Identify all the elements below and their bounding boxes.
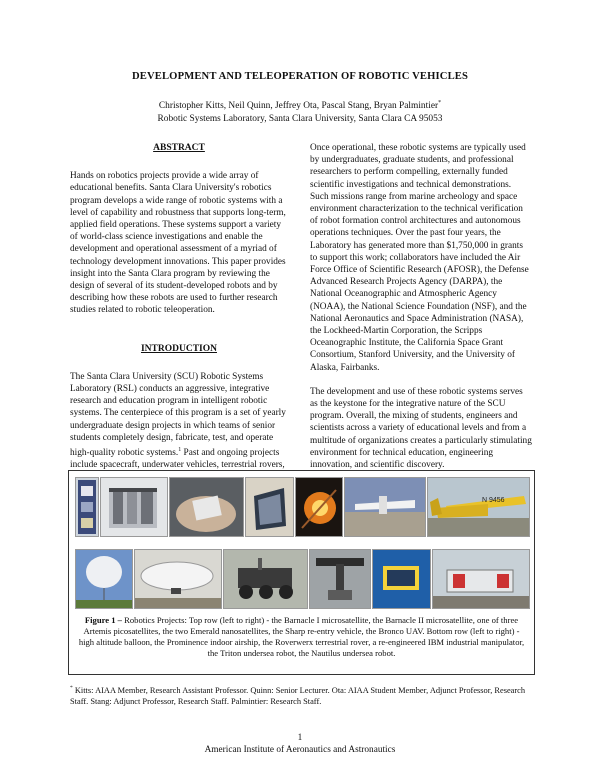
uav-photo-1 (344, 477, 426, 537)
roverwerx-photo (223, 549, 308, 609)
affiliation: Robotic Systems Laboratory, Santa Clara University, Santa Clara CA 95053 (157, 113, 443, 124)
author-footnote (70, 683, 532, 707)
author-block (0, 97, 600, 125)
footnote-text: Kitts: AIAA Member, Research Assistant Professor. Quinn: Senior Lecturer. Ota: AIAA Student Member, Adjunct Professor, Research Staff. Stang: Adjunct Professor, Research Staff. Palmintier: Research Staff. (70, 685, 526, 706)
paper-title: DEVELOPMENT AND TELEOPERATION OF ROBOTIC VEHICLES (131, 71, 469, 82)
figure-label: Figure 1 – (84, 615, 122, 625)
citation-ref: 1 (178, 447, 182, 454)
right-column (310, 142, 532, 471)
body-paragraph-1: Once operational, these robotic systems are typically used by undergraduates, graduate students, and professional researchers to perform compelling, externally funded scientific investigations and technical demonstrations. Such missions range from marine archeology and space environment characterization to the technical verification of robot formation control architectures and autonomous operations techniques. Over the past four years, the Laboratory has generated more than $1,750,000 in grants to support this work; collaborators have included the Air Force Office of Scientific Research (AFOSR), the Defense Advanced Research Projects Agency (DARPA), the National Oceanographic and Atmospheric Agency (NOAA), the National Science Foundation (NSF), and the National Aeronautics and Space Administration (NASA), the Lockheed-Martin Corporation, the Scripps Oceanographic Institute, the California Space Grant Consortium, Stanford University, and the University of Alaska, Fairbanks. (310, 143, 529, 373)
barnacle-ii-photo (100, 477, 168, 537)
barnacle-i-photo (75, 477, 99, 537)
artemis-photo (169, 477, 244, 537)
page-number: 1 (297, 733, 303, 743)
uav-photo-2 (427, 477, 530, 537)
uav-tail-marking: N 9456 (482, 497, 505, 504)
nautilus-photo (432, 549, 530, 609)
footnote-mark: * (70, 685, 73, 691)
body-paragraph-2: The development and use of these robotic systems serves as the keystone for the integrative nature of the SCU program. Overall, the mixing of students, engineers and scientists across a variety of educational levels and from a multitude of organizations creates a particularly stimulating environment for technical education, engineering innovation, and scientific discovery. (310, 386, 532, 471)
introduction-text: The Santa Clara University (SCU) Robotic Systems Laboratory (RSL) conducts an aggressive, integrative research and education program in intelligent robotic systems. The centerpiece of this program is a set of yearly undergraduate design projects in which teams of senior students completely design, fabricate, test, and operate high-quality robotic systems. (70, 371, 286, 459)
balloon-photo (75, 549, 133, 609)
author-footnote-mark: * (438, 100, 442, 106)
figure-1 (68, 470, 535, 675)
figure-caption (75, 615, 528, 659)
sharp-photo (295, 477, 343, 537)
left-column (70, 142, 288, 496)
airship-photo (134, 549, 222, 609)
abstract-heading: ABSTRACT (153, 143, 205, 153)
ibm-manipulator-photo (309, 549, 371, 609)
introduction-text-continued: Past and ongoing projects include spacecraft, underwater vehicles, terrestrial rovers, (70, 448, 285, 471)
triton-photo (372, 549, 431, 609)
footer-organization: American Institute of Aeronautics and Astronautics (204, 745, 396, 755)
author-list (0, 97, 600, 113)
emerald-photo (245, 477, 294, 537)
abstract-text: Hands on robotics projects provide a wide array of educational benefits. Santa Clara University's robotics program develops a wide range of robotic systems with a level of capability and robustness that supports long-term, applied field operations. These systems support a variety of world-class science investigations and enable the development and operational assessment of a myriad of technology development innovations. This paper provides insight into the Santa Clara program by reviewing the design of several of its student-developed robots and by describing how these robots are used to further research studies related to robotic teleoperation. (70, 171, 286, 316)
introduction-heading: INTRODUCTION (140, 343, 217, 354)
figure-caption-text: Robotics Projects: Top row (left to right) - the Barnacle I microsatellite, the Barnacle II microsatellite, one of three Artemis picosatellites, the two Emerald nanosatellites, the Sharp re-entry vehicle, the Bronco UAV. Bottom row (left to right) - high altitude balloon, the Prominence indoor airship, the Roverwerx terrestrial rover, a re-engineered IBM industrial manipulator, the Triton undersea robot, the Nautilus undersea robot. (78, 615, 525, 658)
author-names: Christopher Kitts, Neil Quinn, Jeffrey Ota, Pascal Stang, Bryan Palmintier (158, 101, 439, 112)
